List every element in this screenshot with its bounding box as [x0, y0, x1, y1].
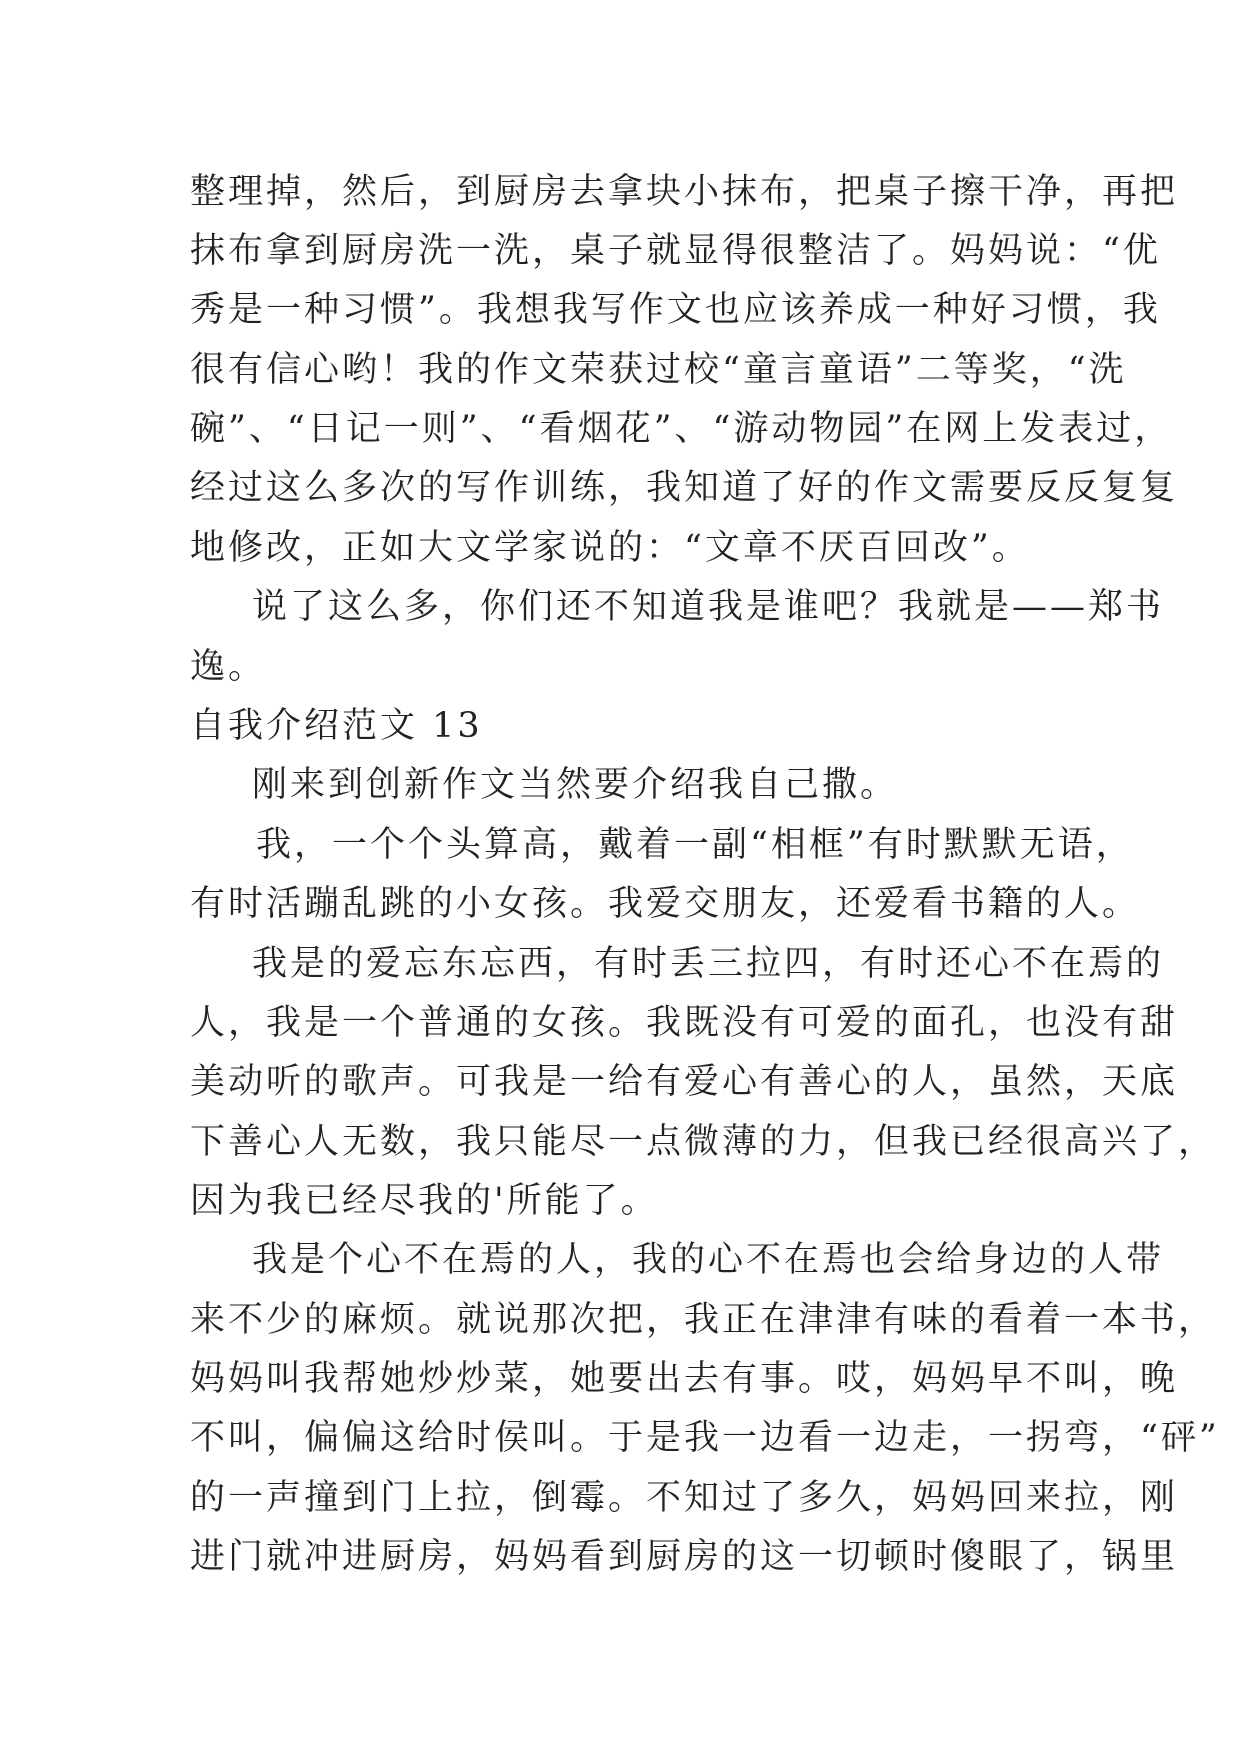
paragraph-start-line: 我是的爱忘东忘西，有时丢三拉四，有时还心不在焉的: [252, 944, 1165, 984]
text-line: 美动听的歌声。可我是一给有爱心有善心的人，虽然，天底: [190, 1062, 1179, 1102]
text-line: 来不少的麻烦。就说那次把，我正在津津有味的看着一本书，: [190, 1300, 1217, 1340]
paragraph-start-line: 说了这么多，你们还不知道我是谁吧？我就是——郑书: [252, 587, 1165, 627]
text-line: 秀是一种习惯”。我想我写作文也应该养成一种好习惯，我: [190, 290, 1161, 330]
text-line: 逸。: [190, 647, 267, 687]
section-heading: 自我介绍范文 13: [190, 706, 483, 746]
text-line: 整理掉，然后，到厨房去拿块小抹布，把桌子擦干净，再把: [190, 172, 1179, 212]
paragraph-start-line: 刚来到创新作文当然要介绍我自己撒。: [252, 765, 899, 805]
text-line: 下善心人无数，我只能尽一点微薄的力，但我已经很高兴了，: [190, 1122, 1217, 1162]
text-line: 碗”、“日记一则”、“看烟花”、“游动物园”在网上发表过，: [190, 409, 1173, 449]
text-line: 很有信心哟！我的作文荣获过校“童言童语”二等奖，“洗: [190, 350, 1127, 390]
text-line: 妈妈叫我帮她炒炒菜，她要出去有事。哎，妈妈早不叫，晚: [190, 1359, 1179, 1399]
text-line: 进门就冲进厨房，妈妈看到厨房的这一切顿时傻眼了，锅里: [190, 1537, 1179, 1577]
text-line: 有时活蹦乱跳的小女孩。我爱交朋友，还爱看书籍的人。: [190, 884, 1141, 924]
text-line: 人，我是一个普通的女孩。我既没有可爱的面孔，也没有甜: [190, 1003, 1179, 1043]
text-line: 的一声撞到门上拉，倒霉。不知过了多久，妈妈回来拉，刚: [190, 1478, 1179, 1518]
paragraph-start-line: 我，一个个头算高，戴着一副“相框”有时默默无语，: [256, 825, 1134, 865]
paragraph-start-line: 我是个心不在焉的人，我的心不在焉也会给身边的人带: [252, 1240, 1165, 1280]
text-line: 地修改，正如大文学家说的：“文章不厌百回改”。: [190, 528, 1030, 568]
text-line: 经过这么多次的写作训练，我知道了好的作文需要反反复复: [190, 468, 1179, 508]
text-line: 不叫，偏偏这给时侯叫。于是我一边看一边走，一拐弯，“砰”: [190, 1418, 1220, 1458]
text-line: 抹布拿到厨房洗一洗，桌子就显得很整洁了。妈妈说：“优: [190, 231, 1161, 271]
text-line: 因为我已经尽我的'所能了。: [190, 1181, 659, 1221]
